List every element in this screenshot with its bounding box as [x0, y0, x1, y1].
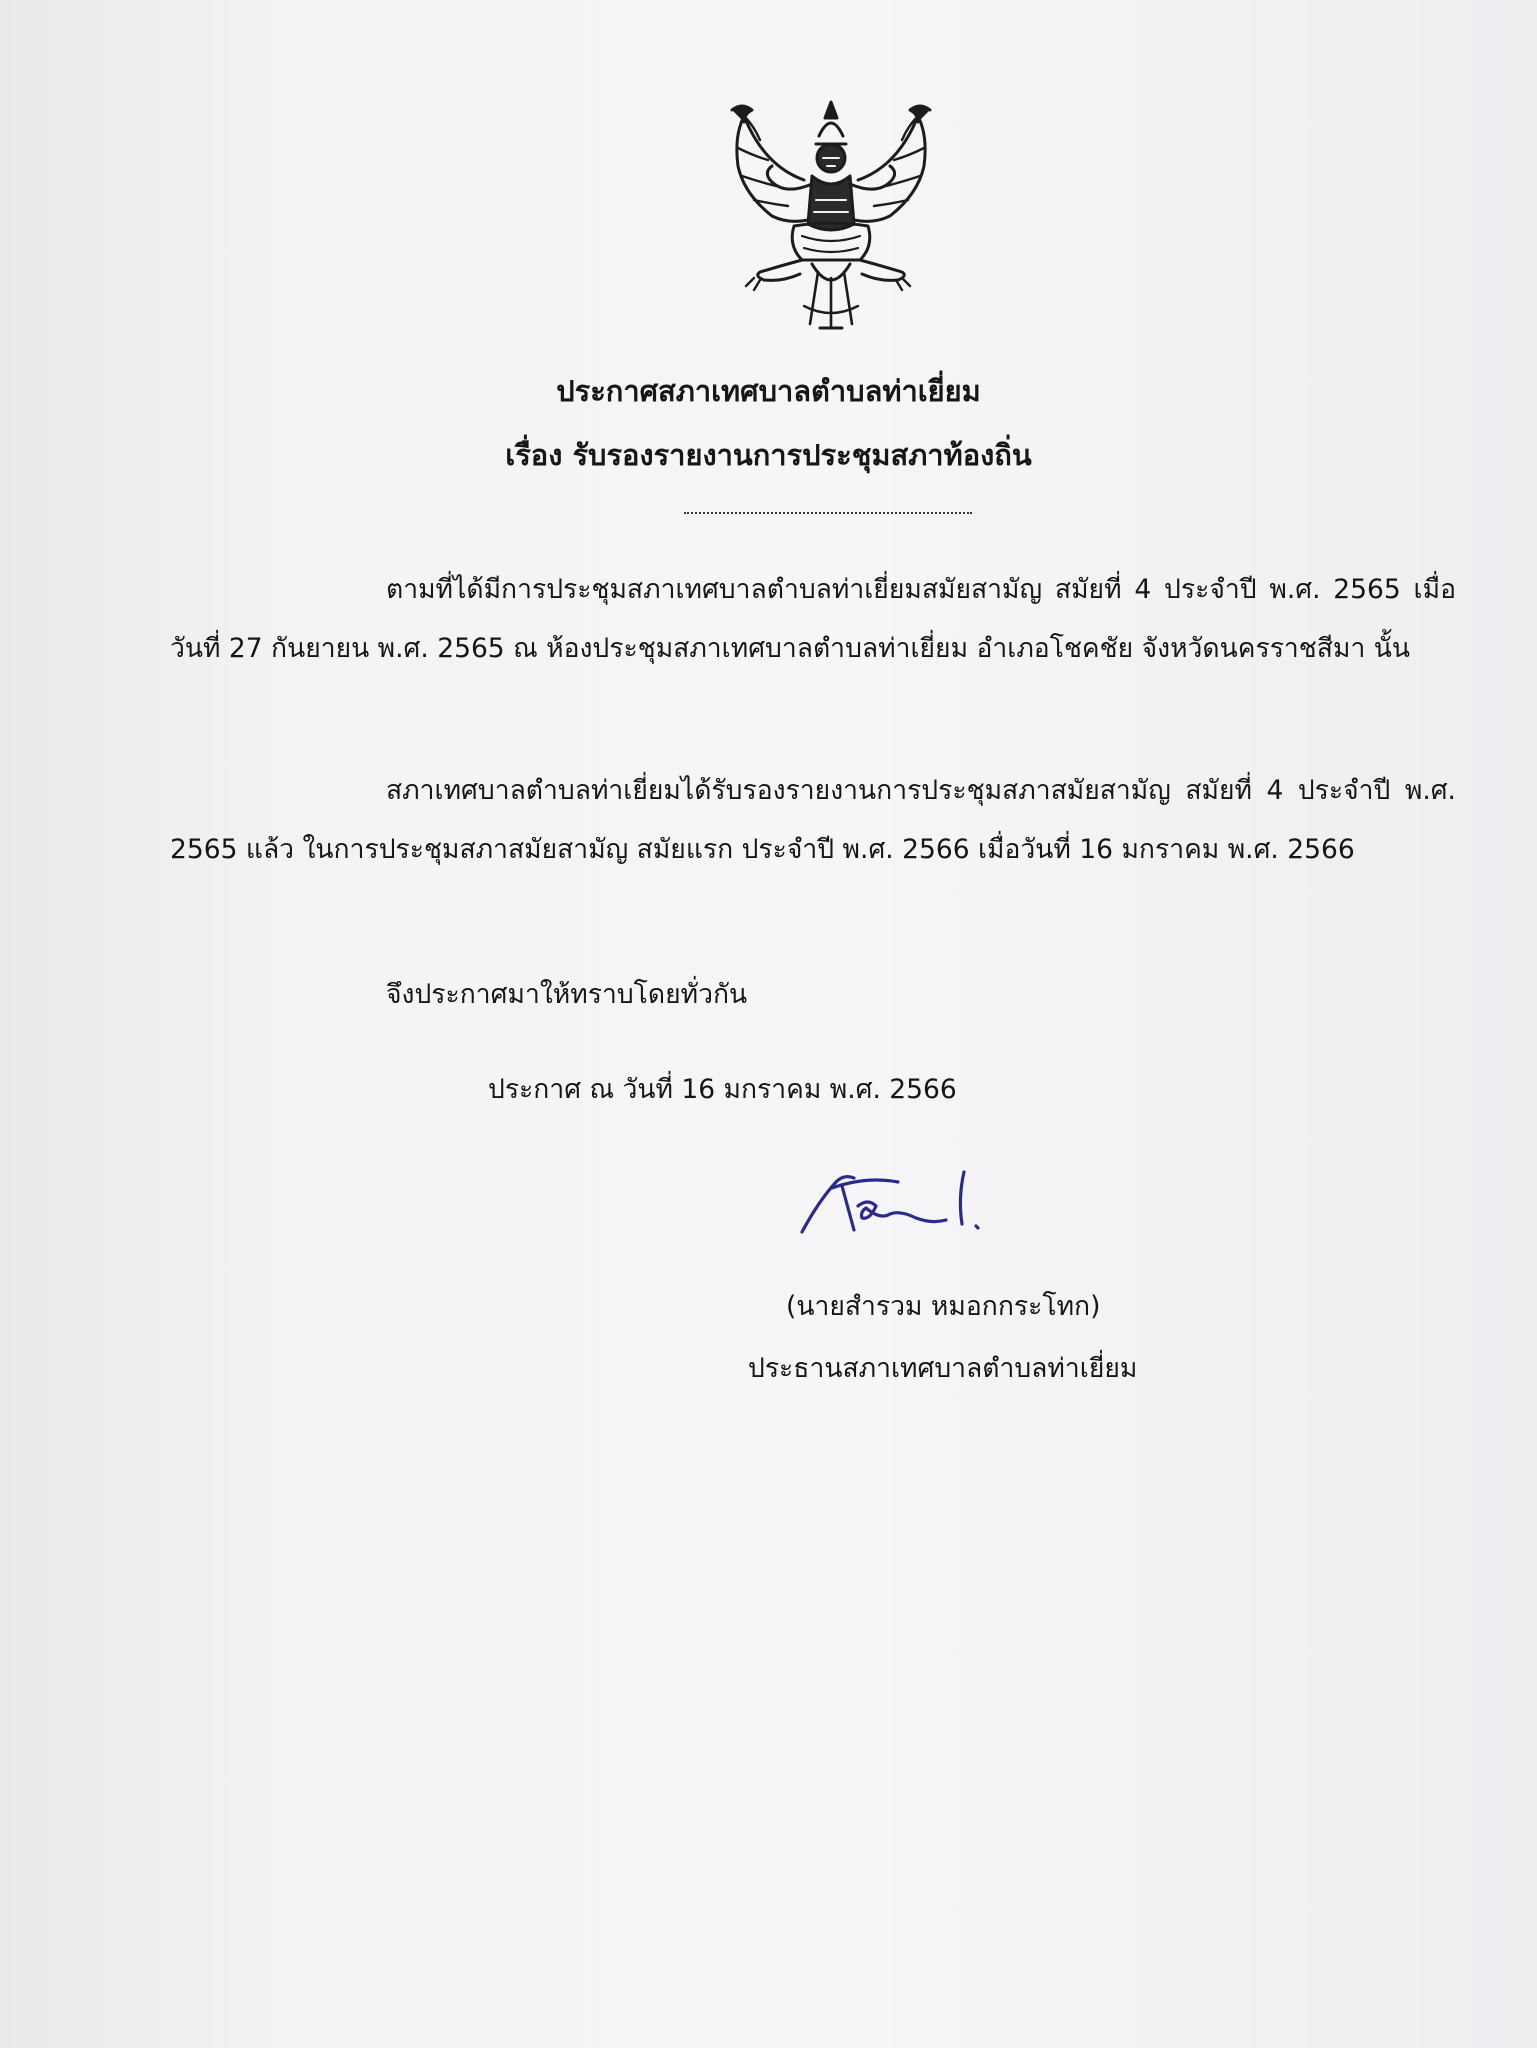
- document-title: ประกาศสภาเทศบาลตำบลท่าเยี่ยม: [556, 374, 981, 408]
- closing-statement: จึงประกาศมาให้ทราบโดยทั่วกัน: [386, 979, 748, 1010]
- announcement-date: ประกาศ ณ วันที่ 16 มกราคม พ.ศ. 2566: [488, 1074, 957, 1105]
- body-paragraph-2: สภาเทศบาลตำบลท่าเยี่ยมได้รับรองรายงานการประชุมสภาสมัยสามัญ สมัยที่ 4 ประจำปี พ.ศ. 2565 แล้ว ในการประชุมสภาสมัยสามัญ สมัยแรก ประจำปี พ.ศ. 2566 เมื่อวันที่ 16 มกราคม พ.ศ. 2566: [170, 775, 1456, 865]
- body-paragraph-1: ตามที่ได้มีการประชุมสภาเทศบาลตำบลท่าเยี่ยมสมัยสามัญ สมัยที่ 4 ประจำปี พ.ศ. 2565 เมื่อวันที่ 27 กันยายน พ.ศ. 2565 ณ ห้องประชุมสภาเทศบาลตำบลท่าเยี่ยม อำเภอโชคชัย จังหวัดนครราชสีมา นั้น: [170, 574, 1456, 664]
- dotted-separator: [684, 512, 972, 514]
- signer-position: ประธานสภาเทศบาลตำบลท่าเยี่ยม: [748, 1353, 1138, 1384]
- garuda-emblem-icon: [724, 96, 938, 332]
- signer-name: (นายสำรวม หมอกกระโทก): [786, 1291, 1101, 1322]
- document-subject: เรื่อง รับรองรายงานการประชุมสภาท้องถิ่น: [505, 438, 1032, 472]
- handwritten-signature: [796, 1168, 1006, 1244]
